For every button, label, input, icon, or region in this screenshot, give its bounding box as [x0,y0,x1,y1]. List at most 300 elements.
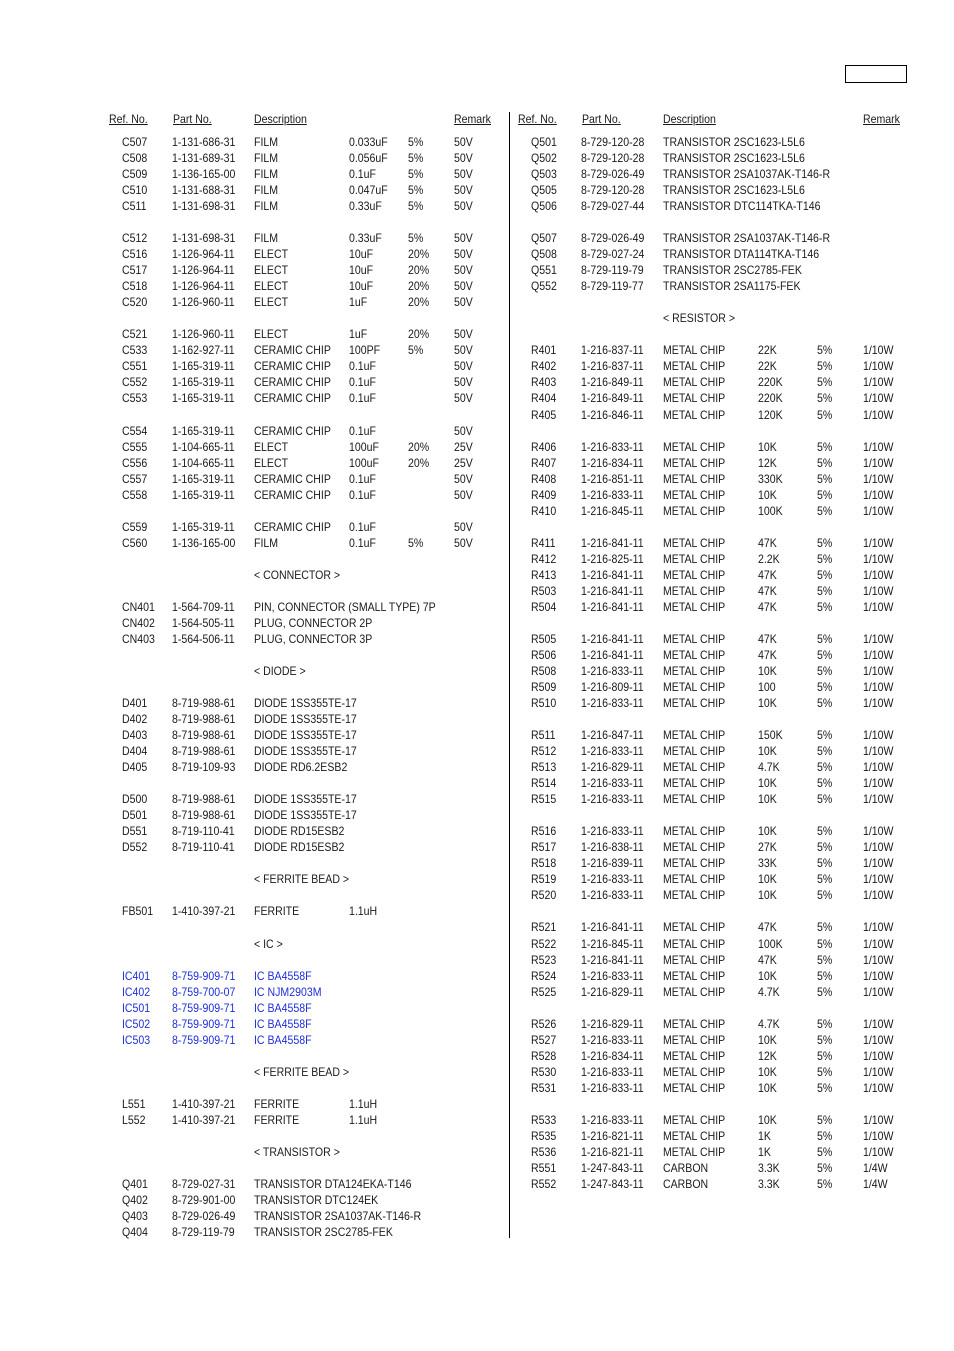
description: DIODE 1SS355TE-17 [254,712,357,727]
section-heading-label: < FERRITE BEAD > [254,872,350,887]
description: METAL CHIP [663,728,726,743]
rating: 50V [454,183,473,198]
ref-no: C559 [122,519,148,534]
description: TRANSISTOR 2SC1623-L5L6 [663,151,805,166]
rating: 50V [454,343,473,358]
part-no: 1-136-165-00 [172,535,236,550]
value: 10K [758,1112,777,1127]
ref-no: Q402 [122,1192,148,1207]
rating: 1/10W [863,1032,894,1047]
description: TRANSISTOR DTA124EKA-T146 [254,1176,412,1191]
tolerance: 5% [817,984,833,999]
rating: 1/10W [863,856,894,871]
part-no: 1-216-821-11 [581,1144,644,1159]
part-no: 8-729-026-49 [581,167,645,182]
ref-no: R506 [531,647,557,662]
ref-no: C554 [122,423,148,438]
value: 4.7K [758,984,780,999]
value: 0.1uF [349,375,377,390]
ref-no: R401 [531,343,557,358]
part-no: 1-216-834-11 [581,455,644,470]
value: 47K [758,952,777,967]
part-no: 1-410-397-21 [172,1112,236,1127]
description: DIODE RD15ESB2 [254,840,345,855]
ref-no: CN401 [122,599,155,614]
rating: 1/10W [863,888,894,903]
value: 100uF [349,439,379,454]
part-no: 8-729-026-49 [581,231,645,246]
description: TRANSISTOR 2SC1623-L5L6 [663,183,805,198]
ref-no: C558 [122,487,148,502]
ref-no: R408 [531,471,557,486]
part-no: 1-216-833-11 [581,1112,644,1127]
rating: 1/10W [863,872,894,887]
value: 330K [758,471,783,486]
value: 100 [758,680,776,695]
description: METAL CHIP [663,567,726,582]
ref-no: Q508 [531,247,557,262]
value: 1.1uH [349,1096,378,1111]
value: 12K [758,1048,777,1063]
part-no: 1-216-837-11 [581,343,644,358]
part-no: 1-216-809-11 [581,680,644,695]
tolerance: 5% [817,840,833,855]
part-no: 8-719-988-61 [172,728,236,743]
description: METAL CHIP [663,888,726,903]
rating: 50V [454,199,473,214]
part-no: 1-216-849-11 [581,375,644,390]
part-no: 8-759-909-71 [172,1032,236,1047]
part-no: 1-165-319-11 [172,471,235,486]
part-no: 1-126-964-11 [172,279,235,294]
value: 10K [758,663,777,678]
rating: 1/10W [863,343,894,358]
ref-no: C511 [122,199,147,214]
tolerance: 5% [817,391,833,406]
part-no: 1-165-319-11 [172,423,235,438]
ref-no: R536 [531,1144,557,1159]
description: ELECT [254,327,289,342]
ref-no: IC501 [122,1000,151,1015]
ref-no: D404 [122,744,148,759]
description: FERRITE [254,1096,300,1111]
description: CARBON [663,1176,709,1191]
ref-no: R407 [531,455,557,470]
value: 22K [758,359,777,374]
value: 47K [758,535,777,550]
ref-no: R515 [531,792,557,807]
description: METAL CHIP [663,824,726,839]
value: 0.1uF [349,487,377,502]
tolerance: 5% [817,647,833,662]
description: METAL CHIP [663,487,726,502]
tolerance: 5% [817,920,833,935]
description: METAL CHIP [663,391,726,406]
part-no: 1-216-829-11 [581,1016,644,1031]
rating: 50V [454,471,473,486]
ref-no: D403 [122,728,148,743]
tolerance: 5% [817,439,833,454]
value: 33K [758,856,777,871]
rating: 50V [454,295,473,310]
part-no: 1-131-689-31 [172,151,236,166]
ref-no: L552 [122,1112,146,1127]
rating: 1/4W [863,1176,888,1191]
ref-no: Q403 [122,1209,148,1223]
ref-no: R403 [531,375,557,390]
description: ELECT [254,263,289,278]
value: 0.1uF [349,519,377,534]
tolerance: 5% [817,471,833,486]
tolerance: 20% [408,263,430,278]
ref-no: R526 [531,1016,557,1031]
part-no: 1-216-845-11 [581,936,644,951]
part-no: 1-126-964-11 [172,263,235,278]
description: DIODE 1SS355TE-17 [254,728,357,743]
description: TRANSISTOR 2SA1037AK-T146-R [663,167,831,182]
rating: 1/10W [863,359,894,374]
section-heading-label: < IC > [254,936,283,951]
description: TRANSISTOR 2SC2785-FEK [663,263,802,278]
part-no: 1-104-665-11 [172,455,235,470]
rating: 1/10W [863,952,894,967]
part-no: 1-216-841-11 [581,567,644,582]
tolerance: 5% [408,135,424,149]
part-no: 1-104-665-11 [172,439,235,454]
tolerance: 5% [817,856,833,871]
part-no: 1-126-960-11 [172,327,235,342]
description: IC BA4558F [254,1032,312,1047]
value: 220K [758,391,783,406]
tolerance: 5% [408,343,424,358]
value: 1K [758,1128,771,1143]
ref-no: Q552 [531,279,557,294]
value: 10K [758,776,777,791]
rating: 50V [454,519,473,534]
ref-no: R527 [531,1032,557,1047]
part-no: 1-216-833-11 [581,439,644,454]
ref-no: D501 [122,808,148,823]
ref-no: C516 [122,247,148,262]
description: TRANSISTOR DTC114TKA-T146 [663,199,821,214]
ref-no: L551 [122,1096,146,1111]
ref-no: D500 [122,792,148,807]
part-no: 1-216-841-11 [581,952,644,967]
value: 10K [758,968,777,983]
tolerance: 5% [817,776,833,791]
description: METAL CHIP [663,872,726,887]
description: METAL CHIP [663,647,726,662]
description: METAL CHIP [663,1112,726,1127]
value: 47K [758,567,777,582]
ref-no: R508 [531,663,557,678]
tolerance: 5% [817,599,833,614]
description: FILM [254,167,279,182]
description: CERAMIC CHIP [254,375,331,390]
rating: 1/10W [863,1016,894,1031]
tolerance: 5% [817,1032,833,1047]
tolerance: 5% [408,167,424,182]
ref-no: C551 [122,359,148,374]
description: METAL CHIP [663,359,726,374]
description: CERAMIC CHIP [254,359,331,374]
part-no: 1-247-843-11 [581,1160,644,1175]
tolerance: 5% [408,231,424,246]
tolerance: 5% [817,503,833,518]
part-no: 1-216-833-11 [581,776,644,791]
value: 4.7K [758,760,780,775]
rating: 1/10W [863,663,894,678]
value: 3.3K [758,1176,780,1191]
tolerance: 5% [408,199,424,214]
column-divider [509,112,510,1238]
right-header-desc: Description [663,112,716,126]
rating: 1/10W [863,1112,894,1127]
tolerance: 20% [408,295,430,310]
description: METAL CHIP [663,1128,726,1143]
ref-no: C560 [122,535,148,550]
value: 10K [758,824,777,839]
section-heading-label: < CONNECTOR > [254,567,341,582]
rating: 1/10W [863,776,894,791]
ref-no: D402 [122,712,148,727]
value: 0.033uF [349,135,388,149]
part-no: 1-216-833-11 [581,888,644,903]
part-no: 1-216-821-11 [581,1128,644,1143]
value: 10uF [349,247,374,262]
description: FILM [254,183,279,198]
value: 220K [758,375,783,390]
ref-no: R520 [531,888,557,903]
ref-no: R413 [531,567,557,582]
tolerance: 5% [817,343,833,358]
tolerance: 5% [817,407,833,422]
left-header-remark: Remark [454,112,491,126]
tolerance: 5% [817,1064,833,1079]
rating: 1/10W [863,455,894,470]
value: 0.056uF [349,151,388,166]
part-no: 8-719-988-61 [172,696,236,711]
ref-no: D551 [122,824,148,839]
ref-no: R524 [531,968,557,983]
rating: 1/10W [863,728,894,743]
ref-no: IC402 [122,984,151,999]
description: ELECT [254,279,289,294]
ref-no: FB501 [122,904,154,919]
description: METAL CHIP [663,680,726,695]
tolerance: 5% [817,760,833,775]
value: 10K [758,1064,777,1079]
section-heading-label: < RESISTOR > [663,311,735,326]
description: CARBON [663,1160,709,1175]
part-no: 1-131-688-31 [172,183,236,198]
description: METAL CHIP [663,936,726,951]
description: FILM [254,231,279,246]
ref-no: R503 [531,583,557,598]
section-heading-label: < TRANSISTOR > [254,1144,340,1159]
ref-no: R511 [531,728,556,743]
rating: 50V [454,263,473,278]
value: 10K [758,439,777,454]
rating: 25V [454,455,473,470]
rating: 1/10W [863,1080,894,1095]
rating: 1/10W [863,391,894,406]
description: METAL CHIP [663,439,726,454]
value: 0.33uF [349,231,382,246]
description: CERAMIC CHIP [254,519,331,534]
ref-no: C520 [122,295,148,310]
tolerance: 5% [817,1080,833,1095]
ref-no: Q503 [531,167,557,182]
part-no: 8-719-988-61 [172,744,236,759]
ref-no: R513 [531,760,557,775]
ref-no: R528 [531,1048,557,1063]
ref-no: IC401 [122,968,151,983]
description: FERRITE [254,904,300,919]
description: METAL CHIP [663,551,726,566]
part-no: 8-759-909-71 [172,1016,236,1031]
tolerance: 5% [817,968,833,983]
value: 1K [758,1144,771,1159]
part-no: 1-216-833-11 [581,744,644,759]
tolerance: 5% [817,1160,833,1175]
rating: 1/10W [863,824,894,839]
tolerance: 5% [817,1144,833,1159]
ref-no: R510 [531,696,557,711]
ref-no: C521 [122,327,148,342]
part-no: 1-216-845-11 [581,503,644,518]
rating: 1/10W [863,792,894,807]
part-no: 1-216-833-11 [581,487,644,502]
ref-no: D401 [122,696,148,711]
description: ELECT [254,439,289,454]
rating: 50V [454,151,473,166]
tolerance: 5% [817,888,833,903]
value: 10K [758,792,777,807]
part-no: 1-216-851-11 [581,471,644,486]
ref-no: Q507 [531,231,557,246]
rating: 1/10W [863,487,894,502]
ref-no: IC502 [122,1016,151,1031]
description: TRANSISTOR DTA114TKA-T146 [663,247,820,262]
value: 100K [758,503,783,518]
rating: 1/10W [863,599,894,614]
part-no: 1-216-841-11 [581,535,644,550]
value: 150K [758,728,783,743]
part-no: 1-564-505-11 [172,615,235,630]
description: METAL CHIP [663,455,726,470]
ref-no: R517 [531,840,557,855]
rating: 1/10W [863,1048,894,1063]
ref-no: R522 [531,936,557,951]
description: METAL CHIP [663,984,726,999]
description: METAL CHIP [663,856,726,871]
section-heading-label: < FERRITE BEAD > [254,1064,350,1079]
tolerance: 20% [408,455,430,470]
description: PLUG, CONNECTOR 3P [254,631,373,646]
description: METAL CHIP [663,1144,726,1159]
ref-no: Q502 [531,151,557,166]
ref-no: R518 [531,856,557,871]
ref-no: C518 [122,279,148,294]
part-no: 1-216-841-11 [581,920,644,935]
ref-no: C517 [122,263,148,278]
ref-no: IC503 [122,1032,151,1047]
part-no: 1-216-837-11 [581,359,644,374]
value: 0.047uF [349,183,388,198]
description: TRANSISTOR 2SA1037AK-T146-R [663,231,831,246]
description: METAL CHIP [663,503,726,518]
ref-no: C555 [122,439,148,454]
part-no: 8-729-120-28 [581,183,645,198]
ref-no: CN403 [122,631,155,646]
description: METAL CHIP [663,696,726,711]
tolerance: 5% [817,1048,833,1063]
description: CERAMIC CHIP [254,423,331,438]
description: ELECT [254,295,289,310]
tolerance: 20% [408,439,430,454]
ref-no: R505 [531,631,557,646]
description: METAL CHIP [663,968,726,983]
description: DIODE RD6.2ESB2 [254,760,348,775]
value: 4.7K [758,1016,780,1031]
tolerance: 5% [817,744,833,759]
part-no: 8-759-909-71 [172,968,236,983]
description: DIODE 1SS355TE-17 [254,808,357,823]
part-no: 8-719-988-61 [172,792,236,807]
part-no: 1-216-833-11 [581,824,644,839]
tolerance: 5% [817,455,833,470]
rating: 1/10W [863,567,894,582]
part-no: 1-216-829-11 [581,984,644,999]
tolerance: 5% [817,728,833,743]
rating: 1/10W [863,551,894,566]
ref-no: R404 [531,391,557,406]
part-no: 1-410-397-21 [172,904,236,919]
description: METAL CHIP [663,744,726,759]
rating: 1/10W [863,696,894,711]
ref-no: CN402 [122,615,155,630]
value: 22K [758,343,777,358]
tolerance: 5% [817,1016,833,1031]
ref-no: R530 [531,1064,557,1079]
part-no: 1-216-833-11 [581,1032,644,1047]
description: METAL CHIP [663,776,726,791]
description: METAL CHIP [663,583,726,598]
ref-no: R405 [531,407,557,422]
part-no: 1-136-165-00 [172,167,236,182]
ref-no: R410 [531,503,557,518]
description: METAL CHIP [663,599,726,614]
ref-no: R521 [531,920,557,935]
rating: 50V [454,167,473,182]
description: IC BA4558F [254,1016,312,1031]
rating: 1/4W [863,1160,888,1175]
value: 1uF [349,295,368,310]
rating: 1/10W [863,936,894,951]
description: METAL CHIP [663,1064,726,1079]
description: PIN, CONNECTOR (SMALL TYPE) 7P [254,599,436,614]
rating: 1/10W [863,631,894,646]
value: 10K [758,487,777,502]
ref-no: R412 [531,551,557,566]
ref-no: C509 [122,167,148,182]
value: 47K [758,583,777,598]
ref-no: R531 [531,1080,557,1095]
ref-no: D405 [122,760,148,775]
ref-no: Q401 [122,1176,148,1191]
part-no: 8-729-119-79 [581,263,644,278]
